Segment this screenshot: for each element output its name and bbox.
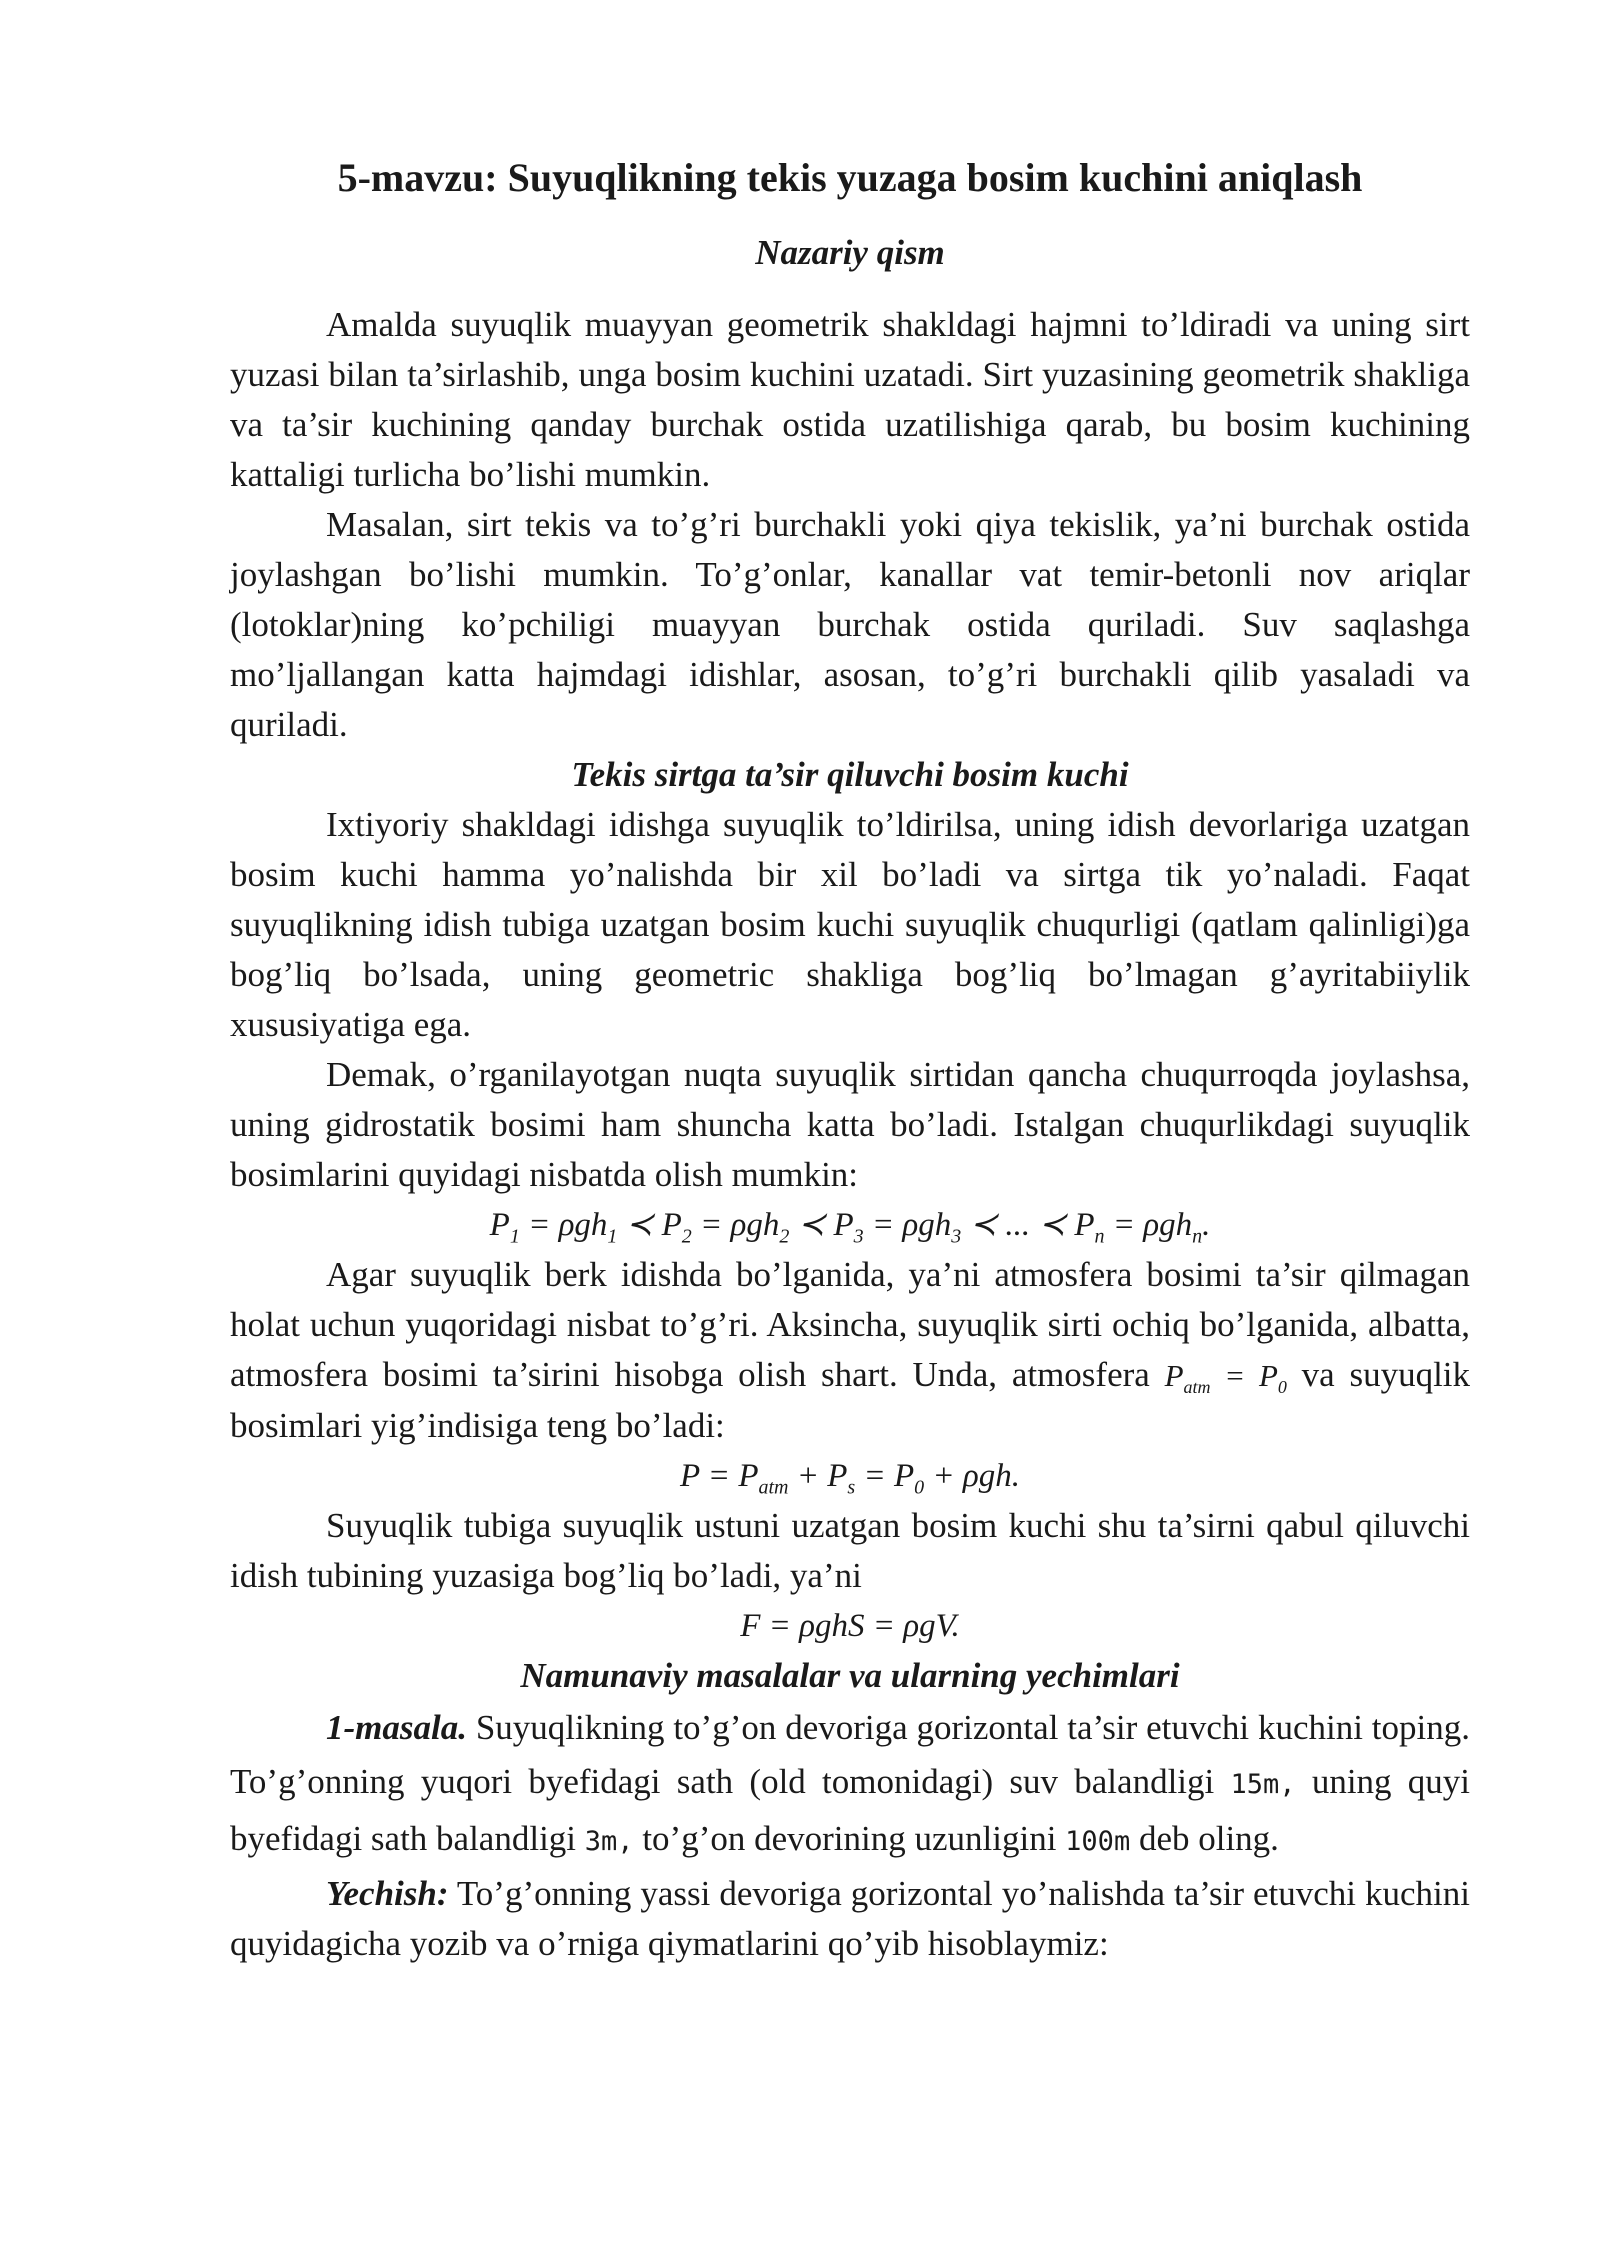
value-downstream-height: 3m, xyxy=(584,1826,634,1857)
atmosphere-text-tail: va suyuqlik bosimlari yig’indisiga teng bo’ladi: xyxy=(230,1355,1471,1445)
inline-formula-patm: $P_{atm} = P_0$ xyxy=(1164,1358,1287,1398)
paragraph-example: Masalan, sirt tekis va to’g’ri burchakli yoki qiya tekislik, ya’ni burchak ostida joylashgan bo’lishi mumkin. To’g’onlar, kanallar vat temir-betonli nov ariqlar (lotoklar)ning ko’pchiligi muayyan burchak ostida quriladi. Suv saqlashga mo’ljallangan katta hajmdagi idishlar, asosan, to’g’ri burchakli qilib yasaladi va quriladi. xyxy=(230,505,1470,744)
formula-force: F = ρghS = ρgV. xyxy=(740,1608,960,1644)
paragraph-pressure-direction: Ixtiyoriy shakldagi idishga suyuqlik to’ldirilsa, uning idish devorlariga uzatgan bosim kuchi hamma yo’nalishda bir xil bo’ladi va sirtga tik yo’naladi. Faqat suyuqlikning idish tubiga uzatgan bosim kuchi suyuqlik chuqurligi (qatlam qalinligi)ga bog’liq bo’lsada, uning geometric shakliga bog’liq bo’lmagan g’ayritabiiylik xususiyatiga ega. xyxy=(230,805,1470,1044)
formula-pressure-series: $P_1 = \rho gh_1$ ≺ $P_2 = \rho gh_2$ ≺ $P_3 = \rho gh_3$ ≺ ... ≺ $P_n = \rho gh_n$. xyxy=(489,1207,1211,1248)
problem-label: 1-masala. xyxy=(326,1708,467,1747)
value-upstream-height: 15m, xyxy=(1230,1769,1296,1800)
document-page xyxy=(230,150,1470,1969)
solution xyxy=(230,1869,1470,1969)
problem-text-c: to’g’on devorining uzunligini xyxy=(642,1819,1057,1858)
problem-1 xyxy=(230,1701,1470,1869)
section-heading-sample-problems: Namunaviy masalalar va ularning yechimlari xyxy=(520,1656,1180,1695)
value-wall-length: 100m xyxy=(1065,1826,1131,1857)
subtitle: Nazariy qism xyxy=(755,233,945,272)
section-heading-flat-surface: Tekis sirtga ta’sir qiluvchi bosim kuchi xyxy=(571,755,1129,794)
page-title: 5-mavzu: Suyuqlikning tekis yuzaga bosim kuchini aniqlash xyxy=(337,155,1363,200)
paragraph-bottom-force: Suyuqlik tubiga suyuqlik ustuni uzatgan bosim kuchi shu ta’sirni qabul qiluvchi idish tubining yuzasiga bog’liq bo’ladi, ya’ni xyxy=(230,1506,1470,1595)
formula-total-pressure: $P = P_{atm} + P_s = P_0 + \rho gh$. xyxy=(679,1458,1021,1499)
solution-text: To’g’onning yassi devoriga gorizontal yo’nalishda ta’sir etuvchi kuchini quyidagicha yozib va o’rniga qiymatlarini qo’yib hisoblaymiz: xyxy=(230,1874,1470,1963)
solution-label: Yechish: xyxy=(326,1874,449,1913)
paragraph-depth: Demak, o’rganilayotgan nuqta suyuqlik sirtidan qancha chuqurroqda joylashsa, uning gidrostatik bosimi ham shuncha katta bo’ladi. Istalgan chuqurlikdagi suyuqlik bosimlarini quyidagi nisbatda olish mumkin: xyxy=(230,1055,1470,1194)
paragraph-atmosphere xyxy=(230,1250,1470,1451)
paragraph-intro: Amalda suyuqlik muayyan geometrik shakldagi hajmni to’ldiradi va uning sirt yuzasi bilan ta’sirlashib, unga bosim kuchini uzatadi. Sirt yuzasining geometrik shakliga va ta’sir kuchining qanday burchak ostida uzatilishiga qarab, bu bosim kuchining kattaligi turlicha bo’lishi mumkin. xyxy=(230,305,1470,494)
problem-text-b: uning quyi byefidagi sath balandligi xyxy=(230,1762,1471,1858)
atmosphere-text: Agar suyuqlik berk idishda bo’lganida, ya’ni atmosfera bosimi ta’sir qilmagan holat uchun yuqoridagi nisbat to’g’ri. Aksincha, suyuqlik sirti ochiq bo’lganida, albatta, atmosfera bosimi ta’sirini hisobga olish shart. Unda, atmosfera xyxy=(230,1255,1470,1394)
problem-text-d: deb oling. xyxy=(1138,1819,1279,1858)
problem-text-a: Suyuqlikning to’g’on devoriga gorizontal ta’sir etuvchi kuchini toping. To’g’onning yuqori byefidagi sath (old tomonidagi) suv balandligi xyxy=(230,1708,1471,1801)
